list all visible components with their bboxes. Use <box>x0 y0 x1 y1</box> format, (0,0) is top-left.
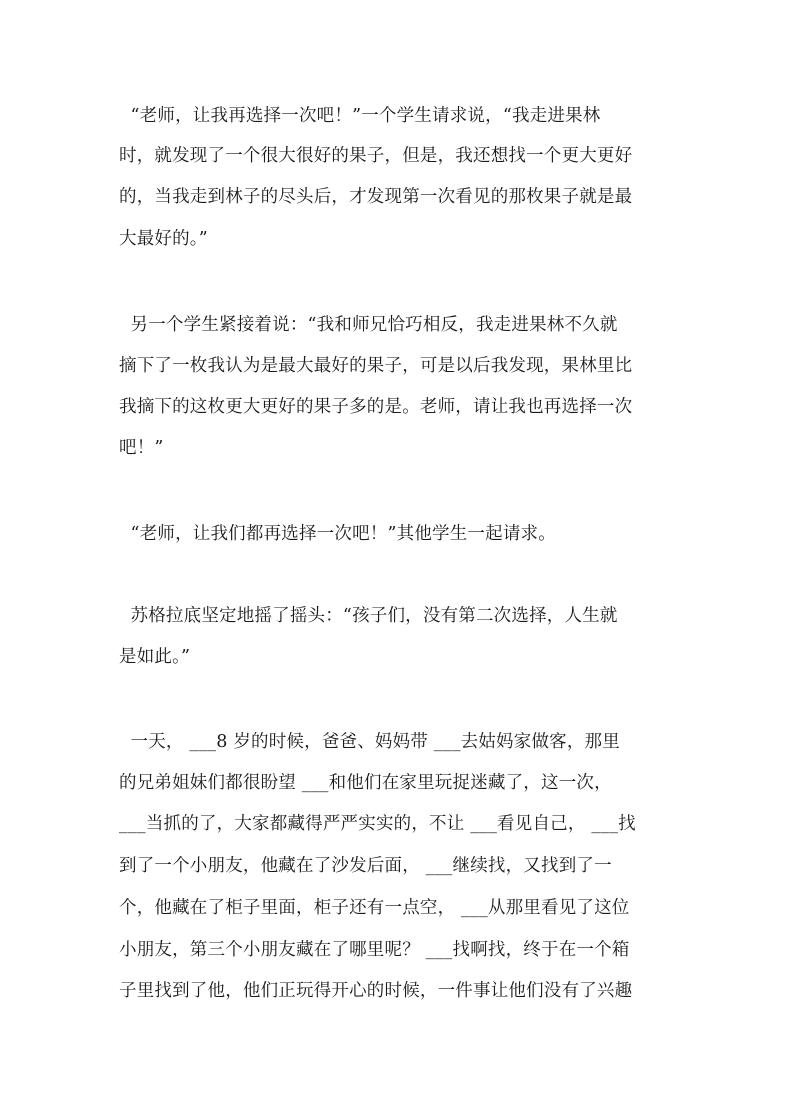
text-line: ___当抓的了，大家都藏得严严实实的，不让 ___看见自己， ___找 <box>119 814 636 834</box>
text-line: “老师，让我再选择一次吧！”一个学生请求说，“我走进果林 <box>119 106 601 126</box>
text-line: 到了一个小朋友，他藏在了沙发后面， ___继续找，又找到了一 <box>119 856 612 876</box>
text-line: 是如此。” <box>119 647 191 667</box>
text-line: 吧！” <box>119 438 164 458</box>
text-line: 摘下了一枚我认为是最大最好的果子，可是以后我发现，果林里比 <box>119 356 633 376</box>
text-line: 子里找到了他，他们正玩得开心的时候，一件事让他们没有了兴趣 <box>119 981 633 1001</box>
text-line: 苏格拉底坚定地摇了摇头：“孩子们，没有第二次选择，人生就 <box>119 606 618 626</box>
text-line: 小朋友，第三个小朋友藏在了哪里呢？ ___找啊找，终于在一个箱 <box>119 940 630 960</box>
text-line: 时，就发现了一个很大很好的果子，但是，我还想找一个更大更好 <box>119 146 633 166</box>
text-line: 个，他藏在了柜子里面，柜子还有一点空， ___从那里看见了这位 <box>119 898 630 918</box>
text-line: 一天， ___8 岁的时候，爸爸、妈妈带 ___去姑妈家做客，那里 <box>119 732 620 752</box>
text-line: 的，当我走到林子的尽头后，才发现第一次看见的那枚果子就是最 <box>119 187 633 207</box>
text-line: 另一个学生紧接着说：“我和师兄恰巧相反，我走进果林不久就 <box>119 315 618 335</box>
text-line: “老师，让我们都再选择一次吧！”其他学生一起请求。 <box>119 524 556 544</box>
text-line: 我摘下的这枚更大更好的果子多的是。老师，请让我也再选择一次 <box>119 397 633 417</box>
text-line: 的兄弟姐妹们都很盼望 ___和他们在家里玩捉迷藏了，这一次， <box>119 773 612 793</box>
text-line: 大最好的。” <box>119 229 208 249</box>
